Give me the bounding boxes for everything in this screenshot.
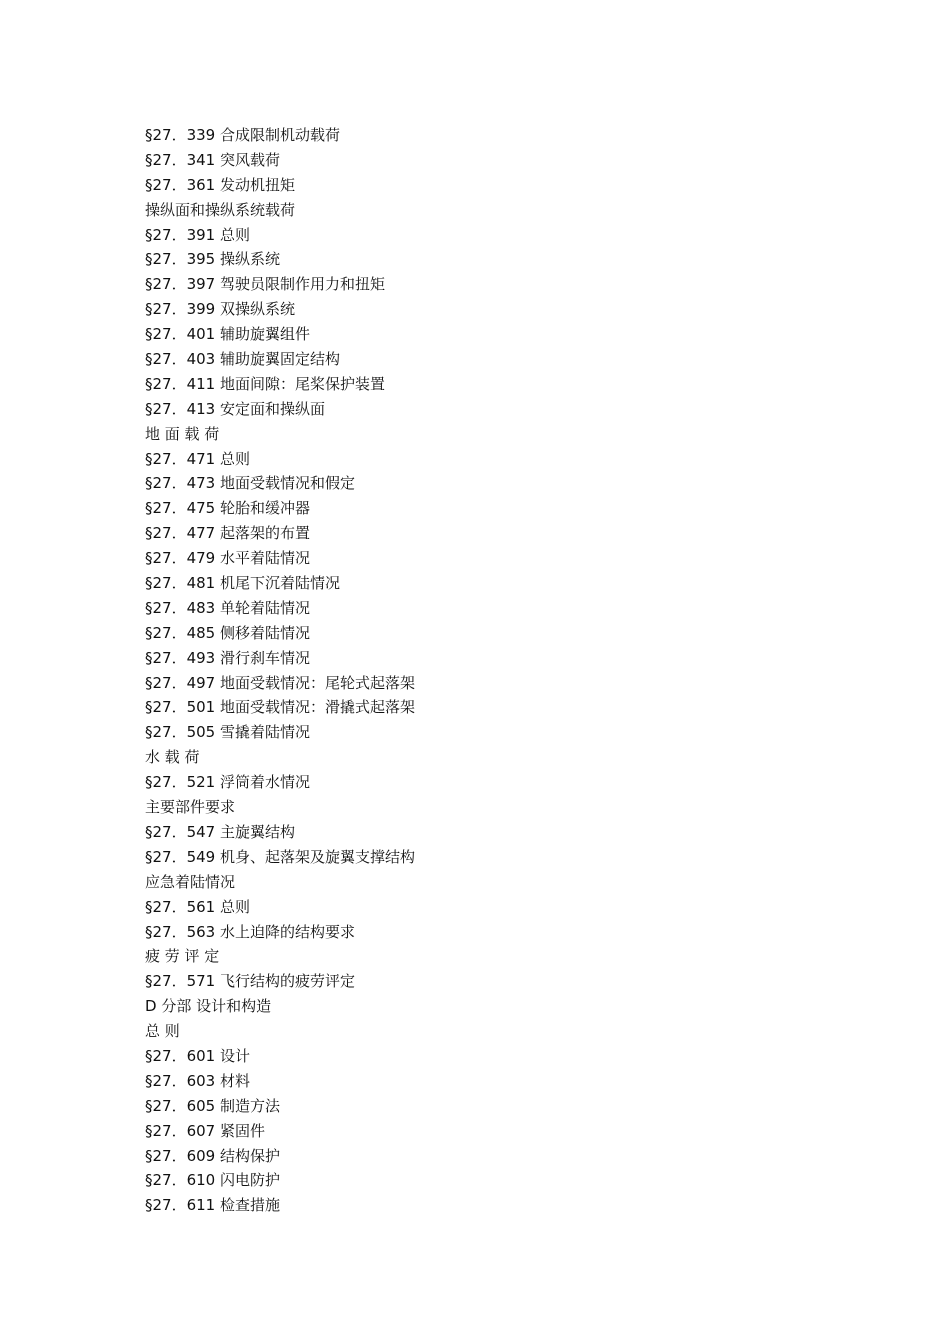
toc-entry: §27．413 安定面和操纵面 bbox=[145, 399, 325, 418]
toc-entry: §27．603 材料 bbox=[145, 1071, 250, 1090]
toc-entry: §27．610 闪电防护 bbox=[145, 1171, 280, 1190]
toc-entry: §27．341 突风载荷 bbox=[145, 150, 280, 169]
toc-entry: §27．607 紧固件 bbox=[145, 1121, 265, 1140]
toc-entry: §27．611 检查措施 bbox=[145, 1196, 280, 1215]
section-heading: 疲 劳 评 定 bbox=[145, 947, 220, 966]
toc-entry: §27．505 雪撬着陆情况 bbox=[145, 723, 310, 742]
toc-entry: §27．479 水平着陆情况 bbox=[145, 549, 310, 568]
toc-entry: §27．399 双操纵系统 bbox=[145, 300, 295, 319]
toc-entry: §27．403 辅助旋翼固定结构 bbox=[145, 350, 340, 369]
section-heading: 操纵面和操纵系统载荷 bbox=[145, 200, 296, 219]
toc-entry: §27．485 侧移着陆情况 bbox=[145, 623, 310, 642]
section-heading: 总 则 bbox=[145, 1022, 180, 1041]
toc-entry: §27．609 结构保护 bbox=[145, 1146, 280, 1165]
toc-entry: §27．483 单轮着陆情况 bbox=[145, 598, 310, 617]
toc-entry: §27．501 地面受载情况：滑撬式起落架 bbox=[145, 698, 415, 717]
toc-entry: §27．361 发动机扭矩 bbox=[145, 175, 295, 194]
toc-entry: §27．475 轮胎和缓冲器 bbox=[145, 499, 310, 518]
toc-entry: §27．391 总则 bbox=[145, 225, 250, 244]
section-heading: 主要部件要求 bbox=[145, 798, 236, 817]
toc-entry: §27．339 合成限制机动载荷 bbox=[145, 126, 340, 144]
toc-entry: §27．395 操纵系统 bbox=[145, 250, 280, 269]
section-heading: 水 载 荷 bbox=[145, 748, 200, 767]
toc-entry: §27．477 起落架的布置 bbox=[145, 524, 310, 543]
toc-entry: §27．471 总则 bbox=[145, 449, 250, 468]
toc-entry: §27．493 滑行刹车情况 bbox=[145, 648, 310, 667]
toc-entry: §27．601 设计 bbox=[145, 1046, 250, 1065]
toc-entry: §27．571 飞行结构的疲劳评定 bbox=[145, 972, 355, 991]
toc-entry: §27．401 辅助旋翼组件 bbox=[145, 325, 310, 344]
toc-entry: §27．481 机尾下沉着陆情况 bbox=[145, 574, 340, 593]
toc-entry: §27．547 主旋翼结构 bbox=[145, 822, 295, 841]
toc-entry: §27．397 驾驶员限制作用力和扭矩 bbox=[145, 275, 385, 294]
toc-entry: §27．561 总则 bbox=[145, 897, 250, 916]
toc-entry: §27．563 水上迫降的结构要求 bbox=[145, 922, 355, 941]
toc-entry: §27．411 地面间隙：尾桨保护装置 bbox=[145, 374, 385, 393]
toc-entry: §27．549 机身、起落架及旋翼支撑结构 bbox=[145, 847, 415, 866]
toc-entry: §27．521 浮筒着水情况 bbox=[145, 773, 310, 792]
section-heading: 应急着陆情况 bbox=[145, 872, 236, 891]
toc-entry: §27．605 制造方法 bbox=[145, 1096, 280, 1115]
section-heading: D 分部 设计和构造 bbox=[145, 997, 272, 1016]
toc-entry: §27．497 地面受载情况：尾轮式起落架 bbox=[145, 673, 415, 692]
table-of-contents bbox=[145, 123, 845, 1218]
toc-entry: §27．473 地面受载情况和假定 bbox=[145, 474, 355, 493]
section-heading: 地 面 载 荷 bbox=[145, 424, 220, 443]
